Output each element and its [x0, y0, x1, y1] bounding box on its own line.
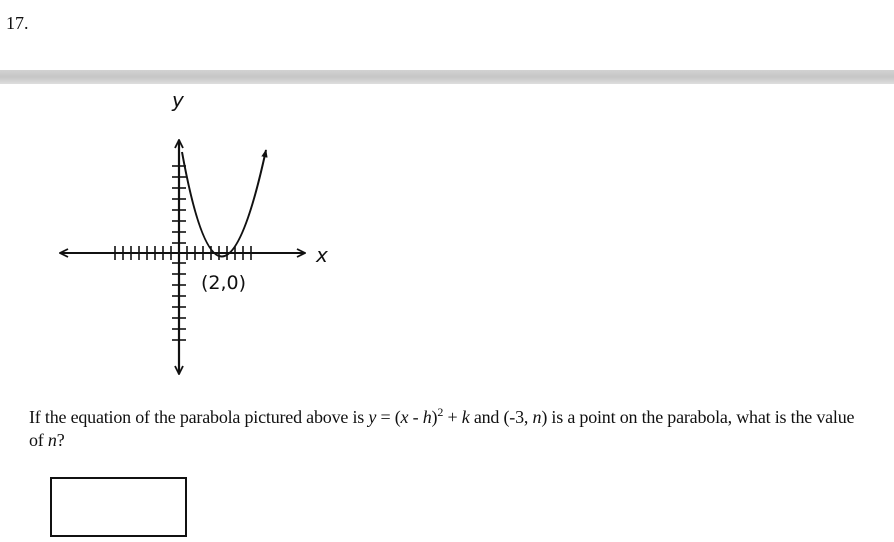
- x-axis-label: x: [316, 243, 328, 267]
- text-after-point: ) is a point on the parabola, what is the value of: [29, 407, 855, 450]
- var-x: x: [400, 407, 409, 427]
- eq-close: ): [431, 407, 438, 427]
- eq-equals: = (: [376, 407, 401, 427]
- var-y: y: [368, 407, 377, 427]
- parabola-graph: [0, 84, 340, 384]
- eq-plus: +: [443, 407, 462, 427]
- var-h: h: [422, 407, 432, 427]
- question-text: [29, 406, 859, 452]
- y-axis-label: y: [172, 88, 184, 112]
- section-divider: [0, 70, 894, 84]
- vertex-label: (2,0): [201, 272, 247, 294]
- answer-input-box[interactable]: [50, 477, 187, 537]
- text-and: and (-3,: [469, 407, 533, 427]
- eq-exponent: 2: [437, 405, 444, 419]
- question-number: 17.: [6, 13, 29, 33]
- var-k: k: [461, 407, 470, 427]
- parabola-curve: [182, 150, 266, 257]
- question-text-part: If the equation of the parabola pictured above is: [29, 407, 369, 427]
- var-n-ask: n: [47, 430, 57, 450]
- eq-minus: -: [408, 407, 423, 427]
- graph-svg: [0, 84, 340, 384]
- var-n-point: n: [532, 407, 542, 427]
- question-mark: ?: [56, 430, 65, 450]
